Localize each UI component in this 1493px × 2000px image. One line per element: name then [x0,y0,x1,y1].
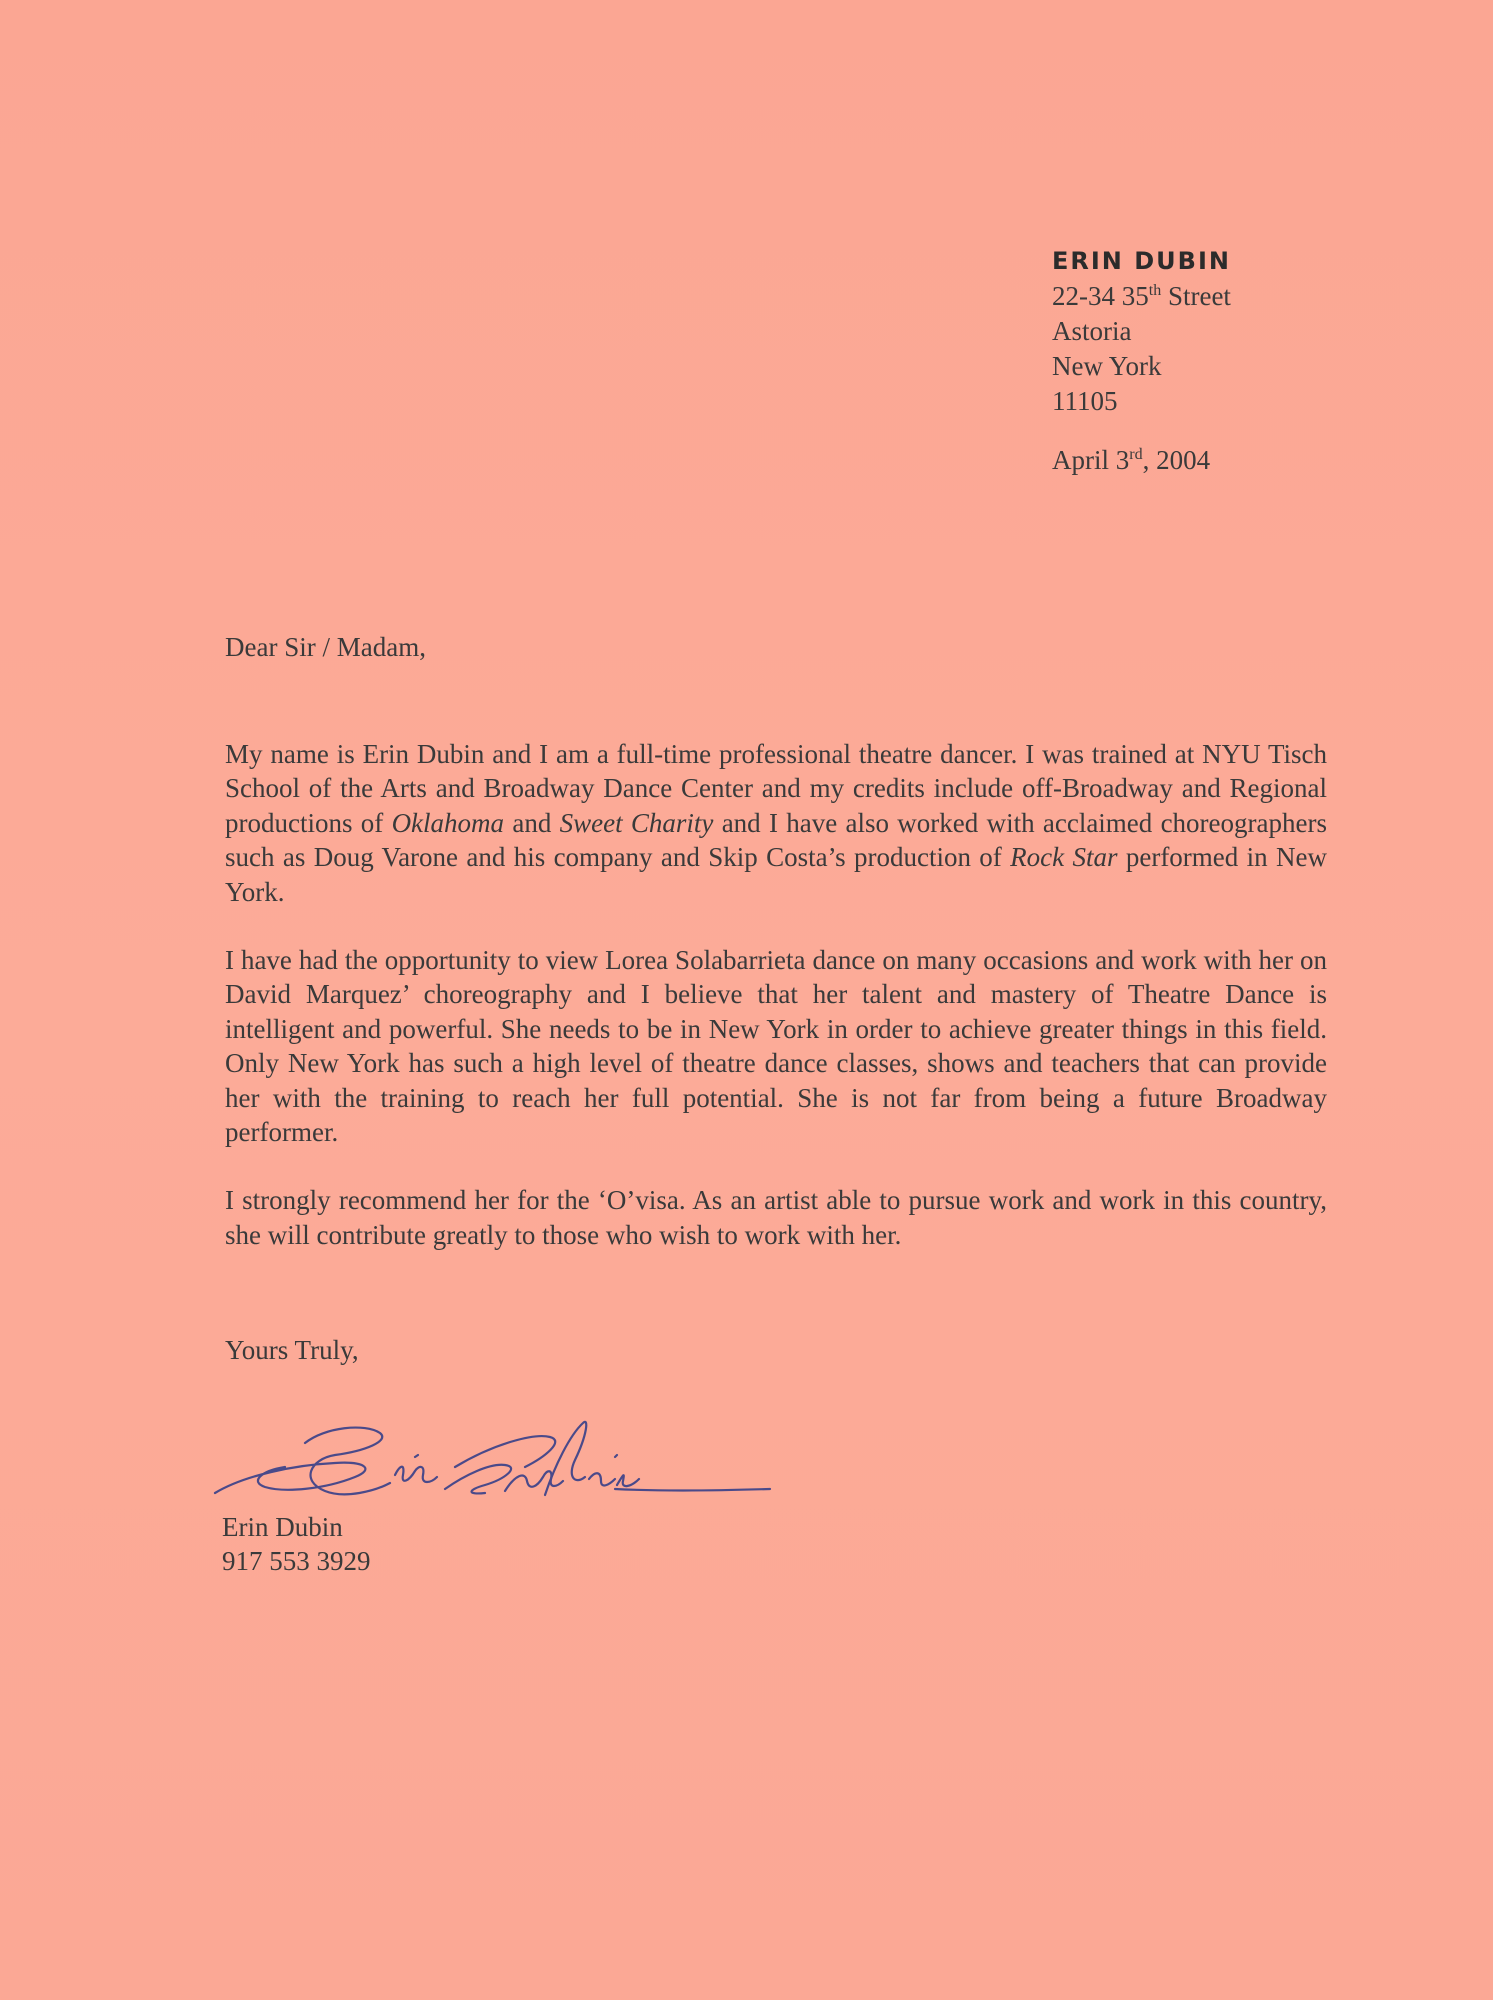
sender-state: New York [1052,351,1162,381]
sender-street [1052,279,1432,314]
letterhead [1052,243,1432,478]
show-title-rock-star: Rock Star [1010,842,1118,873]
p1-text-a: My name is Erin Dubin and I am a full-time professional theatre dancer. I was trained at NYU Tisch School of the Arts and Broadway Dance Center and my credits include off-Broadway and Regional productions of [225,739,1327,838]
letter-body [225,737,1327,1286]
street-name: Street [1161,281,1231,311]
sender-name: ERIN DUBIN [1052,247,1231,275]
salutation: Dear Sir / Madam, [225,632,426,662]
paragraph-1 [225,737,1327,909]
signer-block [222,1510,371,1578]
show-title-sweet-charity: Sweet Charity [559,807,714,838]
paragraph-2: I have had the opportunity to view Lorea Solabarrieta dance on many occasions and work with her on David Marquez’ choreography and I believe that her talent and mastery of Theatre Dance is intelligent and powerful. She needs to be in New York in order to achieve greater things in this field. Only New York has such a high level of theatre dance classes, shows and teachers that can provide her with the training to reach her full potential. She is not far from being a future Broadway performer. [225,945,1327,1148]
paragraph-3: I strongly recommend her for the ‘O’visa. As an artist able to pursue work and work in this country, she will contribute greatly to those who wish to work with her. [225,1185,1327,1250]
date-ordinal: rd [1129,446,1143,463]
sender-city: Astoria [1052,316,1132,346]
show-title-oklahoma: Oklahoma [391,807,505,838]
p1-text-d: performed in New York. [225,842,1327,907]
street-number: 22-34 35 [1052,281,1149,311]
date-day: April 3 [1052,445,1130,475]
sender-zip: 11105 [1052,386,1118,416]
p1-text-b: and [504,807,560,838]
closing: Yours Truly, [225,1335,359,1365]
handwritten-signature [205,1405,775,1515]
p1-text-c: and I have also worked with acclaimed choreographers such as Doug Varone and his company and Skip Costa’s production of [225,807,1327,873]
street-ordinal: th [1148,282,1162,299]
signer-name: Erin Dubin [222,1512,343,1542]
date-year: , 2004 [1142,445,1211,475]
letter-date [1052,443,1432,478]
signer-phone: 917 553 3929 [222,1546,371,1576]
